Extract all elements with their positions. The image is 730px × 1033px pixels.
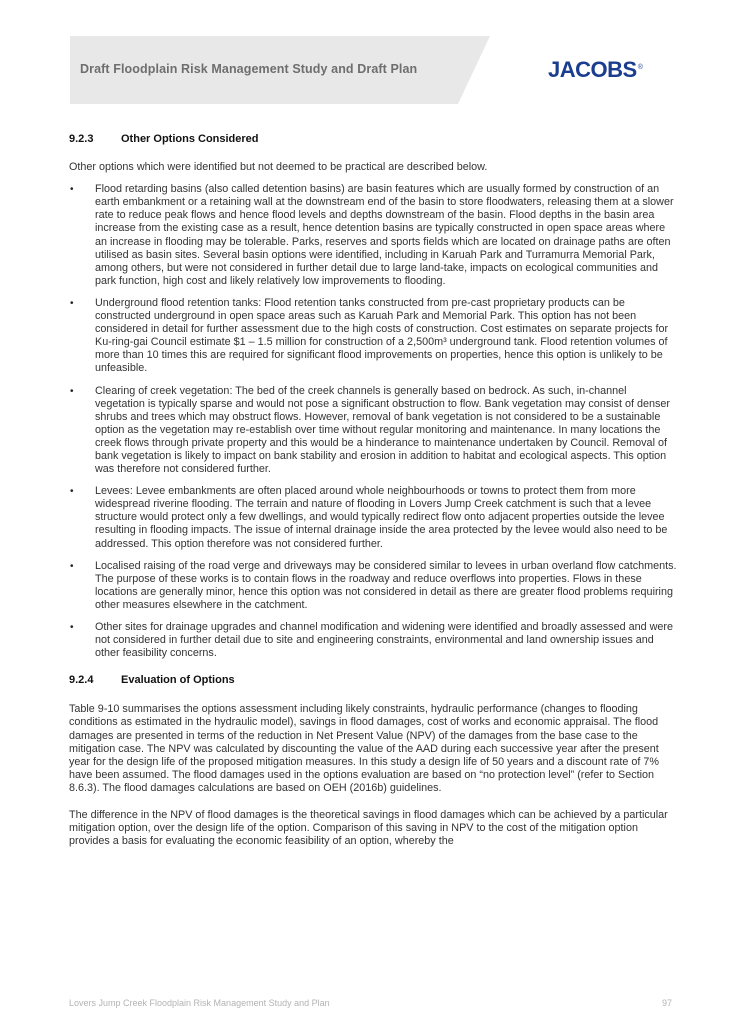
evaluation-paragraph-1: Table 9-10 summarises the options assessment including likely constraints, hydraulic performance (changes to flooding conditions as estimated in the hydraulic model), savings in flood damages, cost of works and economic appraisal. The flood damages are presented in terms of the reduction in Net Present Value (NPV) of the damages from the base case to the mitigation case. The NPV was calculated by discounting the value of the AAD during each successive year after the present year for the design life of the proposed mitigation measures. In this study a design life of 50 years and a discount rate of 7% have been assumed. The flood damages used in the options evaluation are based on “no protection level” (refer to Section 8.6.3). The flood damages calculations are based on OEH (2016b) guidelines. <box>69 703 659 794</box>
registered-mark: ® <box>637 63 643 71</box>
options-list <box>69 183 679 660</box>
list-item-text: Flood retarding basins (also called detention basins) are basin features which are usually formed by construction of an earth embankment or a retaining wall at the downstream end of the basin to store floodwaters, releasing them at a slower rate to reduce peak flows and hence flood levels and depths downstream of the basin. Flood depths in the basin area increase from the existing case as a result, hence detention basins are typically constructed in open space areas where an increase in flooding may be tolerable. Parks, reserves and sports fields which are located on drainage paths are often utilised as basin sites. Several basin options were identified, including in Karuah Park and Turramurra Memorial Park, among others, but were not considered in further detail due to large land-take, impacts on ecological communities and park function, high cost and likely relatively low improvements to flooding. <box>95 183 674 287</box>
intro-paragraph: Other options which were identified but not deemed to be practical are described below. <box>69 161 488 174</box>
bullet-icon: • <box>70 297 74 309</box>
list-item <box>69 485 679 550</box>
section-heading-924 <box>69 674 679 687</box>
section-title: Other Options Considered <box>121 133 259 145</box>
list-item-text: Localised raising of the road verge and driveways may be considered similar to levees in urban overland flow catchments. The purpose of these works is to contain flows in the roadway and reduce overflows into properties. Flows in these locations are generally minor, hence this option was not considered in detail as there are greater flood problems requiring other measures elsewhere in the catchment. <box>95 559 677 611</box>
section-number: 9.2.3 <box>69 133 94 145</box>
section-number: 9.2.4 <box>69 674 94 687</box>
bullet-icon: • <box>70 560 74 572</box>
page-number: 97 <box>662 998 673 1008</box>
footer-document-name: Lovers Jump Creek Floodplain Risk Management Study and Plan <box>69 998 330 1008</box>
list-item-text: Levees: Levee embankments are often placed around whole neighbourhoods or towns to protect them from more widespread riverine flooding. The terrain and nature of flooding in Lovers Jump Creek catchment is such that a levee structure would protect only a few dwellings, and would typically redirect flow onto adjacent properties outside the levee resulting in flooding impacts. The issue of internal drainage inside the area protected by the levee would also need to be addressed. This option therefore was not considered further. <box>95 485 668 550</box>
bullet-icon: • <box>70 622 74 633</box>
section-heading-923 <box>69 133 679 146</box>
logo-text: JACOBS <box>548 57 637 82</box>
section-title: Evaluation of Options <box>121 674 235 687</box>
list-item <box>69 560 679 612</box>
bullet-icon: • <box>70 486 74 498</box>
list-item <box>69 183 679 288</box>
list-item <box>69 621 679 660</box>
list-item <box>69 297 679 376</box>
list-item <box>69 385 679 477</box>
bullet-icon: • <box>70 184 74 196</box>
evaluation-paragraph-2: The difference in the NPV of flood damages is the theoretical savings in flood damages which can be achieved by a particular mitigation option, over the design life of the option. Comparison of this saving in NPV to the cost of the mitigation option provides a basis for evaluating the economic feasibility of an option, whereby the <box>69 809 668 848</box>
list-item-text: Other sites for drainage upgrades and channel modification and widening were identified and broadly assessed and were not considered in further detail due to site and engineering constraints, environmental and land ownership issues and other feasibility concerns. <box>95 621 673 660</box>
list-item-text: Underground flood retention tanks: Flood retention tanks constructed from pre-cast proprietary products can be constructed underground in open space areas such as Karuah Park and Memorial Park. This option has not been considered in detail for further assessment due to the high costs of construction. Cost estimates on separate projects for Ku-ring-gai Council estimate $1 – 1.5 million for construction of a 2,500m³ underground tank. Flood retention volumes of more than 10 times this are required for significant flood improvements on properties, hence this option is unlikely to be unfeasible. <box>95 296 669 375</box>
bullet-icon: • <box>70 385 74 397</box>
document-title: Draft Floodplain Risk Management Study and Draft Plan <box>80 62 418 76</box>
jacobs-logo <box>548 57 642 83</box>
list-item-text: Clearing of creek vegetation: The bed of the creek channels is generally based on bedrock. As such, in-channel vegetation is typically sparse and would not pose a significant obstruction to flow. Bank vegetation may consist of denser shrubs and trees which may obstruct flows. However, removal of bank vegetation is not considered to be a sustainable option as the vegetation may re-establish over time without regular monitoring and maintenance. In many locations the creek flows through private property and this would be a hinderance to maintenance undertaken by Council. Removal of bank vegetation is likely to impact on bank stability and erosion in addition to habitat and ecological aspects. This option was therefore not considered further. <box>95 384 670 476</box>
main-content <box>69 133 679 856</box>
